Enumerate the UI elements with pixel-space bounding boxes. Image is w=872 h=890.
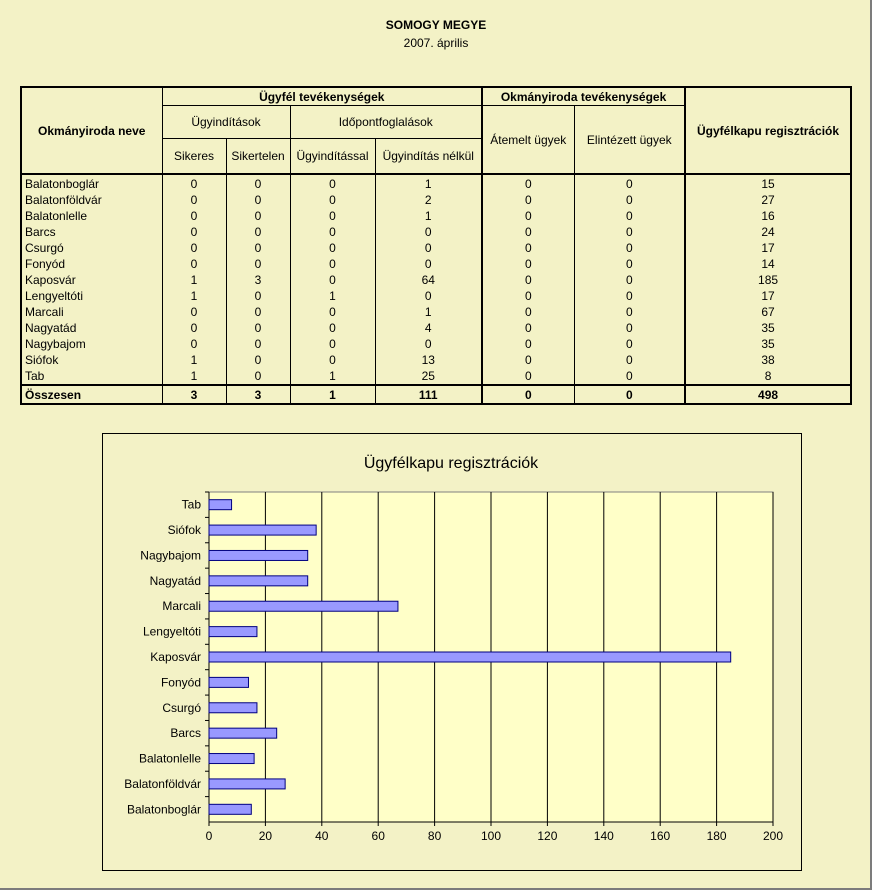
value-cell: 0 xyxy=(226,304,290,320)
value-cell: 0 xyxy=(574,336,685,352)
bar-chart xyxy=(103,434,801,870)
value-cell: 0 xyxy=(574,288,685,304)
value-cell: 0 xyxy=(290,208,375,224)
office-name-cell: Nagyatád xyxy=(21,320,162,336)
header-okmanyiroda-tevekenysegek: Okmányiroda tevékenységek xyxy=(482,87,685,106)
table-row xyxy=(21,240,851,256)
value-cell: 0 xyxy=(574,224,685,240)
value-cell: 0 xyxy=(482,224,574,240)
table-row xyxy=(21,208,851,224)
value-cell: 0 xyxy=(226,240,290,256)
header-ugyinditassal: Ügyindítással xyxy=(290,139,375,175)
value-cell: 0 xyxy=(290,352,375,368)
bar xyxy=(209,677,248,687)
bar xyxy=(209,728,277,738)
office-name-cell: Fonyód xyxy=(21,256,162,272)
x-tick-label: 20 xyxy=(258,829,273,843)
value-cell: 64 xyxy=(375,272,482,288)
value-cell: 0 xyxy=(574,368,685,385)
value-cell: 0 xyxy=(574,208,685,224)
bar xyxy=(209,754,254,764)
header-okmanyiroda-neve: Okmányiroda neve xyxy=(21,87,162,174)
value-cell: 0 xyxy=(162,304,226,320)
value-cell: 0 xyxy=(162,320,226,336)
value-cell: 14 xyxy=(685,256,851,272)
value-cell: 17 xyxy=(685,288,851,304)
bar xyxy=(209,652,731,662)
table-row xyxy=(21,272,851,288)
bar xyxy=(209,779,285,789)
bar xyxy=(209,627,257,637)
value-cell: 0 xyxy=(375,336,482,352)
value-cell: 0 xyxy=(574,320,685,336)
value-cell: 3 xyxy=(226,272,290,288)
value-cell: 1 xyxy=(162,352,226,368)
x-tick-label: 40 xyxy=(315,829,329,843)
value-cell: 0 xyxy=(290,224,375,240)
x-tick-label: 100 xyxy=(480,829,502,843)
table-row xyxy=(21,192,851,208)
value-cell: 185 xyxy=(685,272,851,288)
value-cell: 24 xyxy=(685,224,851,240)
value-cell: 0 xyxy=(482,336,574,352)
office-name-cell: Összesen xyxy=(21,385,162,404)
table-total-row xyxy=(21,385,851,404)
value-cell: 38 xyxy=(685,352,851,368)
office-name-cell: Tab xyxy=(21,368,162,385)
header-ugyfelkapu: Ügyfélkapu regisztrációk xyxy=(685,87,851,174)
value-cell: 498 xyxy=(685,385,851,404)
table-row xyxy=(21,352,851,368)
table-row xyxy=(21,320,851,336)
value-cell: 0 xyxy=(574,352,685,368)
y-category-label: Marcali xyxy=(162,599,201,614)
value-cell: 1 xyxy=(162,368,226,385)
office-name-cell: Lengyeltóti xyxy=(21,288,162,304)
bar xyxy=(209,703,257,713)
value-cell: 0 xyxy=(226,174,290,192)
value-cell: 0 xyxy=(482,256,574,272)
value-cell: 0 xyxy=(290,272,375,288)
value-cell: 27 xyxy=(685,192,851,208)
bar xyxy=(209,601,398,611)
value-cell: 1 xyxy=(375,208,482,224)
office-name-cell: Csurgó xyxy=(21,240,162,256)
value-cell: 25 xyxy=(375,368,482,385)
value-cell: 0 xyxy=(574,174,685,192)
table-row xyxy=(21,256,851,272)
value-cell: 0 xyxy=(290,240,375,256)
header-elintezett-ugyek: Elintézett ügyek xyxy=(574,106,685,175)
value-cell: 0 xyxy=(482,288,574,304)
y-category-label: Balatonföldvár xyxy=(124,776,201,791)
value-cell: 16 xyxy=(685,208,851,224)
office-name-cell: Barcs xyxy=(21,224,162,240)
x-tick-label: 120 xyxy=(537,829,558,843)
value-cell: 0 xyxy=(290,320,375,336)
y-category-label: Balatonlelle xyxy=(138,751,201,766)
value-cell: 0 xyxy=(162,208,226,224)
value-cell: 0 xyxy=(482,208,574,224)
value-cell: 0 xyxy=(482,304,574,320)
value-cell: 0 xyxy=(290,192,375,208)
table-row xyxy=(21,336,851,352)
y-category-label: Csurgó xyxy=(162,700,201,715)
y-category-label: Siófok xyxy=(167,523,201,538)
table-row xyxy=(21,224,851,240)
value-cell: 0 xyxy=(226,192,290,208)
value-cell: 0 xyxy=(375,256,482,272)
value-cell: 1 xyxy=(290,368,375,385)
x-tick-label: 200 xyxy=(762,829,784,843)
value-cell: 0 xyxy=(574,240,685,256)
value-cell: 0 xyxy=(482,174,574,192)
bar xyxy=(209,576,308,586)
office-name-cell: Balatonföldvár xyxy=(21,192,162,208)
value-cell: 35 xyxy=(685,320,851,336)
value-cell: 4 xyxy=(375,320,482,336)
value-cell: 0 xyxy=(162,240,226,256)
value-cell: 0 xyxy=(162,174,226,192)
y-category-label: Tab xyxy=(181,497,201,512)
x-tick-label: 160 xyxy=(650,829,671,843)
statistics-table xyxy=(20,86,852,405)
value-cell: 0 xyxy=(375,288,482,304)
value-cell: 1 xyxy=(162,272,226,288)
value-cell: 0 xyxy=(226,368,290,385)
office-name-cell: Kaposvár xyxy=(21,272,162,288)
value-cell: 0 xyxy=(226,336,290,352)
value-cell: 13 xyxy=(375,352,482,368)
value-cell: 17 xyxy=(685,240,851,256)
office-name-cell: Balatonlelle xyxy=(21,208,162,224)
report-title: SOMOGY MEGYE xyxy=(385,18,487,32)
value-cell: 0 xyxy=(574,304,685,320)
value-cell: 0 xyxy=(290,256,375,272)
value-cell: 0 xyxy=(482,320,574,336)
value-cell: 0 xyxy=(226,288,290,304)
header-idopontfoglalasok: Időpontfoglalások xyxy=(290,106,482,139)
value-cell: 0 xyxy=(574,256,685,272)
x-tick-label: 80 xyxy=(427,829,442,843)
header-atemelt-ugyek: Átemelt ügyek xyxy=(482,106,574,175)
office-name-cell: Balatonboglár xyxy=(21,174,162,192)
header-ugyfel-tevekenysegek: Ügyfél tevékenységek xyxy=(162,87,482,106)
bar xyxy=(209,500,232,510)
value-cell: 0 xyxy=(482,368,574,385)
value-cell: 1 xyxy=(375,304,482,320)
table-row xyxy=(21,288,851,304)
y-category-label: Kaposvár xyxy=(150,650,201,664)
value-cell: 3 xyxy=(162,385,226,404)
header-ugyinditas-nelkul: Ügyindítás nélkül xyxy=(375,139,482,175)
value-cell: 0 xyxy=(375,224,482,240)
value-cell: 0 xyxy=(482,385,574,404)
value-cell: 0 xyxy=(574,385,685,404)
value-cell: 67 xyxy=(685,304,851,320)
report-subtitle: 2007. április xyxy=(403,36,469,50)
table-row xyxy=(21,368,851,385)
value-cell: 1 xyxy=(290,288,375,304)
value-cell: 0 xyxy=(162,256,226,272)
x-tick-label: 0 xyxy=(205,829,213,843)
bar xyxy=(209,804,251,814)
value-cell: 0 xyxy=(482,240,574,256)
value-cell: 0 xyxy=(226,256,290,272)
bar xyxy=(209,525,316,535)
y-category-label: Barcs xyxy=(170,726,201,741)
value-cell: 0 xyxy=(162,192,226,208)
value-cell: 0 xyxy=(226,208,290,224)
value-cell: 3 xyxy=(226,385,290,404)
value-cell: 1 xyxy=(375,174,482,192)
y-category-label: Nagybajom xyxy=(140,548,201,563)
value-cell: 0 xyxy=(574,192,685,208)
y-category-label: Fonyód xyxy=(160,675,201,690)
y-category-label: Balatonboglár xyxy=(126,802,201,817)
y-category-label: Lengyeltóti xyxy=(142,624,201,639)
office-name-cell: Marcali xyxy=(21,304,162,320)
value-cell: 0 xyxy=(226,352,290,368)
value-cell: 0 xyxy=(482,352,574,368)
header-sikertelen: Sikertelen xyxy=(226,139,290,175)
value-cell: 1 xyxy=(162,288,226,304)
bar xyxy=(209,550,308,560)
value-cell: 0 xyxy=(375,240,482,256)
value-cell: 1 xyxy=(290,385,375,404)
value-cell: 2 xyxy=(375,192,482,208)
value-cell: 0 xyxy=(290,174,375,192)
value-cell: 0 xyxy=(290,336,375,352)
value-cell: 0 xyxy=(226,320,290,336)
office-name-cell: Siófok xyxy=(21,352,162,368)
value-cell: 111 xyxy=(375,385,482,404)
chart-panel xyxy=(102,433,802,871)
header-ugyinditasok: Ügyindítások xyxy=(162,106,290,139)
value-cell: 35 xyxy=(685,336,851,352)
table-row xyxy=(21,304,851,320)
value-cell: 8 xyxy=(685,368,851,385)
x-tick-label: 180 xyxy=(706,829,727,843)
office-name-cell: Nagybajom xyxy=(21,336,162,352)
x-tick-label: 140 xyxy=(593,829,614,843)
value-cell: 0 xyxy=(574,272,685,288)
chart-title: Ügyfélkapu regisztrációk xyxy=(363,455,539,472)
value-cell: 0 xyxy=(482,272,574,288)
value-cell: 0 xyxy=(226,224,290,240)
header-sikeres: Sikeres xyxy=(162,139,226,175)
x-tick-label: 60 xyxy=(371,829,385,843)
value-cell: 15 xyxy=(685,174,851,192)
y-category-label: Nagyatád xyxy=(149,573,201,588)
value-cell: 0 xyxy=(162,336,226,352)
table-row xyxy=(21,174,851,192)
value-cell: 0 xyxy=(482,192,574,208)
value-cell: 0 xyxy=(162,224,226,240)
value-cell: 0 xyxy=(290,304,375,320)
